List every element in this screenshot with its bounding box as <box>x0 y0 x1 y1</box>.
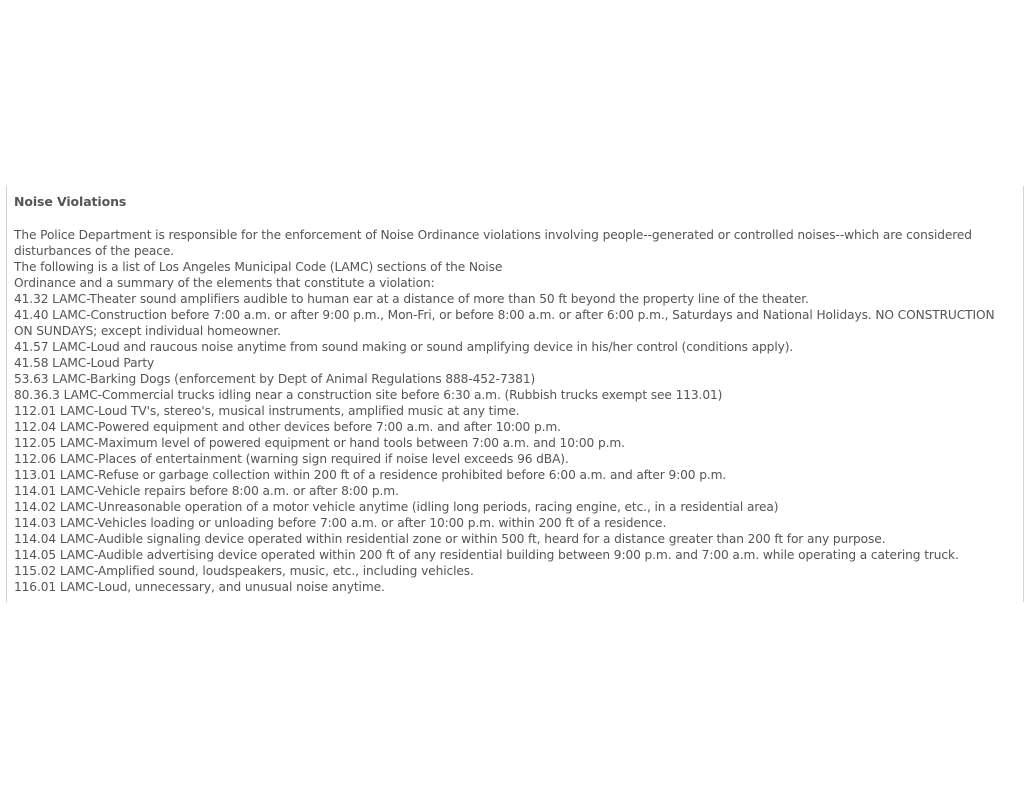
list-intro-line-2: Ordinance and a summary of the elements that constitute a violation: <box>14 276 435 290</box>
list-item: 53.63 LAMC-Barking Dogs (enforcement by Dept of Animal Regulations 888-452-7381) <box>14 372 536 386</box>
list-item: 113.01 LAMC-Refuse or garbage collection within 200 ft of a residence prohibited before 6:00 a.m. and after 9:00 p.m. <box>14 468 727 482</box>
list-item: 116.01 LAMC-Loud, unnecessary, and unusual noise anytime. <box>14 580 385 594</box>
list-item: 114.05 LAMC-Audible advertising device operated within 200 ft of any residential building between 9:00 p.m. and 7:00 a.m. while operating a catering truck. <box>14 548 959 562</box>
list-item: 80.36.3 LAMC-Commercial trucks idling near a construction site before 6:30 a.m. (Rubbish trucks exempt see 113.01) <box>14 388 723 402</box>
list-item: 112.01 LAMC-Loud TV's, stereo's, musical instruments, amplified music at any time. <box>14 404 520 418</box>
list-item: 41.57 LAMC-Loud and raucous noise anytime from sound making or sound amplifying device in his/her control (conditions apply). <box>14 340 794 354</box>
list-item: 41.32 LAMC-Theater sound amplifiers audible to human ear at a distance of more than 50 ft beyond the property line of the theater. <box>14 292 809 306</box>
list-item: 41.40 LAMC-Construction before 7:00 a.m. or after 9:00 p.m., Mon-Fri, or before 8:00 a.m. or after 6:00 p.m., Saturdays and National Holidays. NO CONSTRUCTION ON SUNDAYS; except individual homeowner. <box>14 308 995 338</box>
page-title: Noise Violations <box>14 194 127 209</box>
list-intro-line-1: The following is a list of Los Angeles Municipal Code (LAMC) sections of the Noise <box>14 260 503 274</box>
list-item: 112.05 LAMC-Maximum level of powered equipment or hand tools between 7:00 a.m. and 10:00 p.m. <box>14 436 625 450</box>
intro-paragraph: The Police Department is responsible for the enforcement of Noise Ordinance violations involving people--generated or controlled noises--which are considered disturbances of the peace. <box>14 228 972 258</box>
list-item: 112.04 LAMC-Powered equipment and other devices before 7:00 a.m. and after 10:00 p.m. <box>14 420 561 434</box>
list-item: 114.03 LAMC-Vehicles loading or unloading before 7:00 a.m. or after 10:00 p.m. within 200 ft of a residence. <box>14 516 667 530</box>
lamc-section-list <box>14 291 1009 595</box>
list-item: 114.04 LAMC-Audible signaling device operated within residential zone or within 500 ft, heard for a distance greater than 200 ft for any purpose. <box>14 532 886 546</box>
noise-violations-panel <box>6 186 1024 602</box>
list-item: 112.06 LAMC-Places of entertainment (warning sign required if noise level exceeds 96 dBA). <box>14 452 569 466</box>
list-item: 114.01 LAMC-Vehicle repairs before 8:00 a.m. or after 8:00 p.m. <box>14 484 399 498</box>
list-item: 115.02 LAMC-Amplified sound, loudspeakers, music, etc., including vehicles. <box>14 564 474 578</box>
list-item: 41.58 LAMC-Loud Party <box>14 356 155 370</box>
list-item: 114.02 LAMC-Unreasonable operation of a motor vehicle anytime (idling long periods, racing engine, etc., in a residential area) <box>14 500 779 514</box>
